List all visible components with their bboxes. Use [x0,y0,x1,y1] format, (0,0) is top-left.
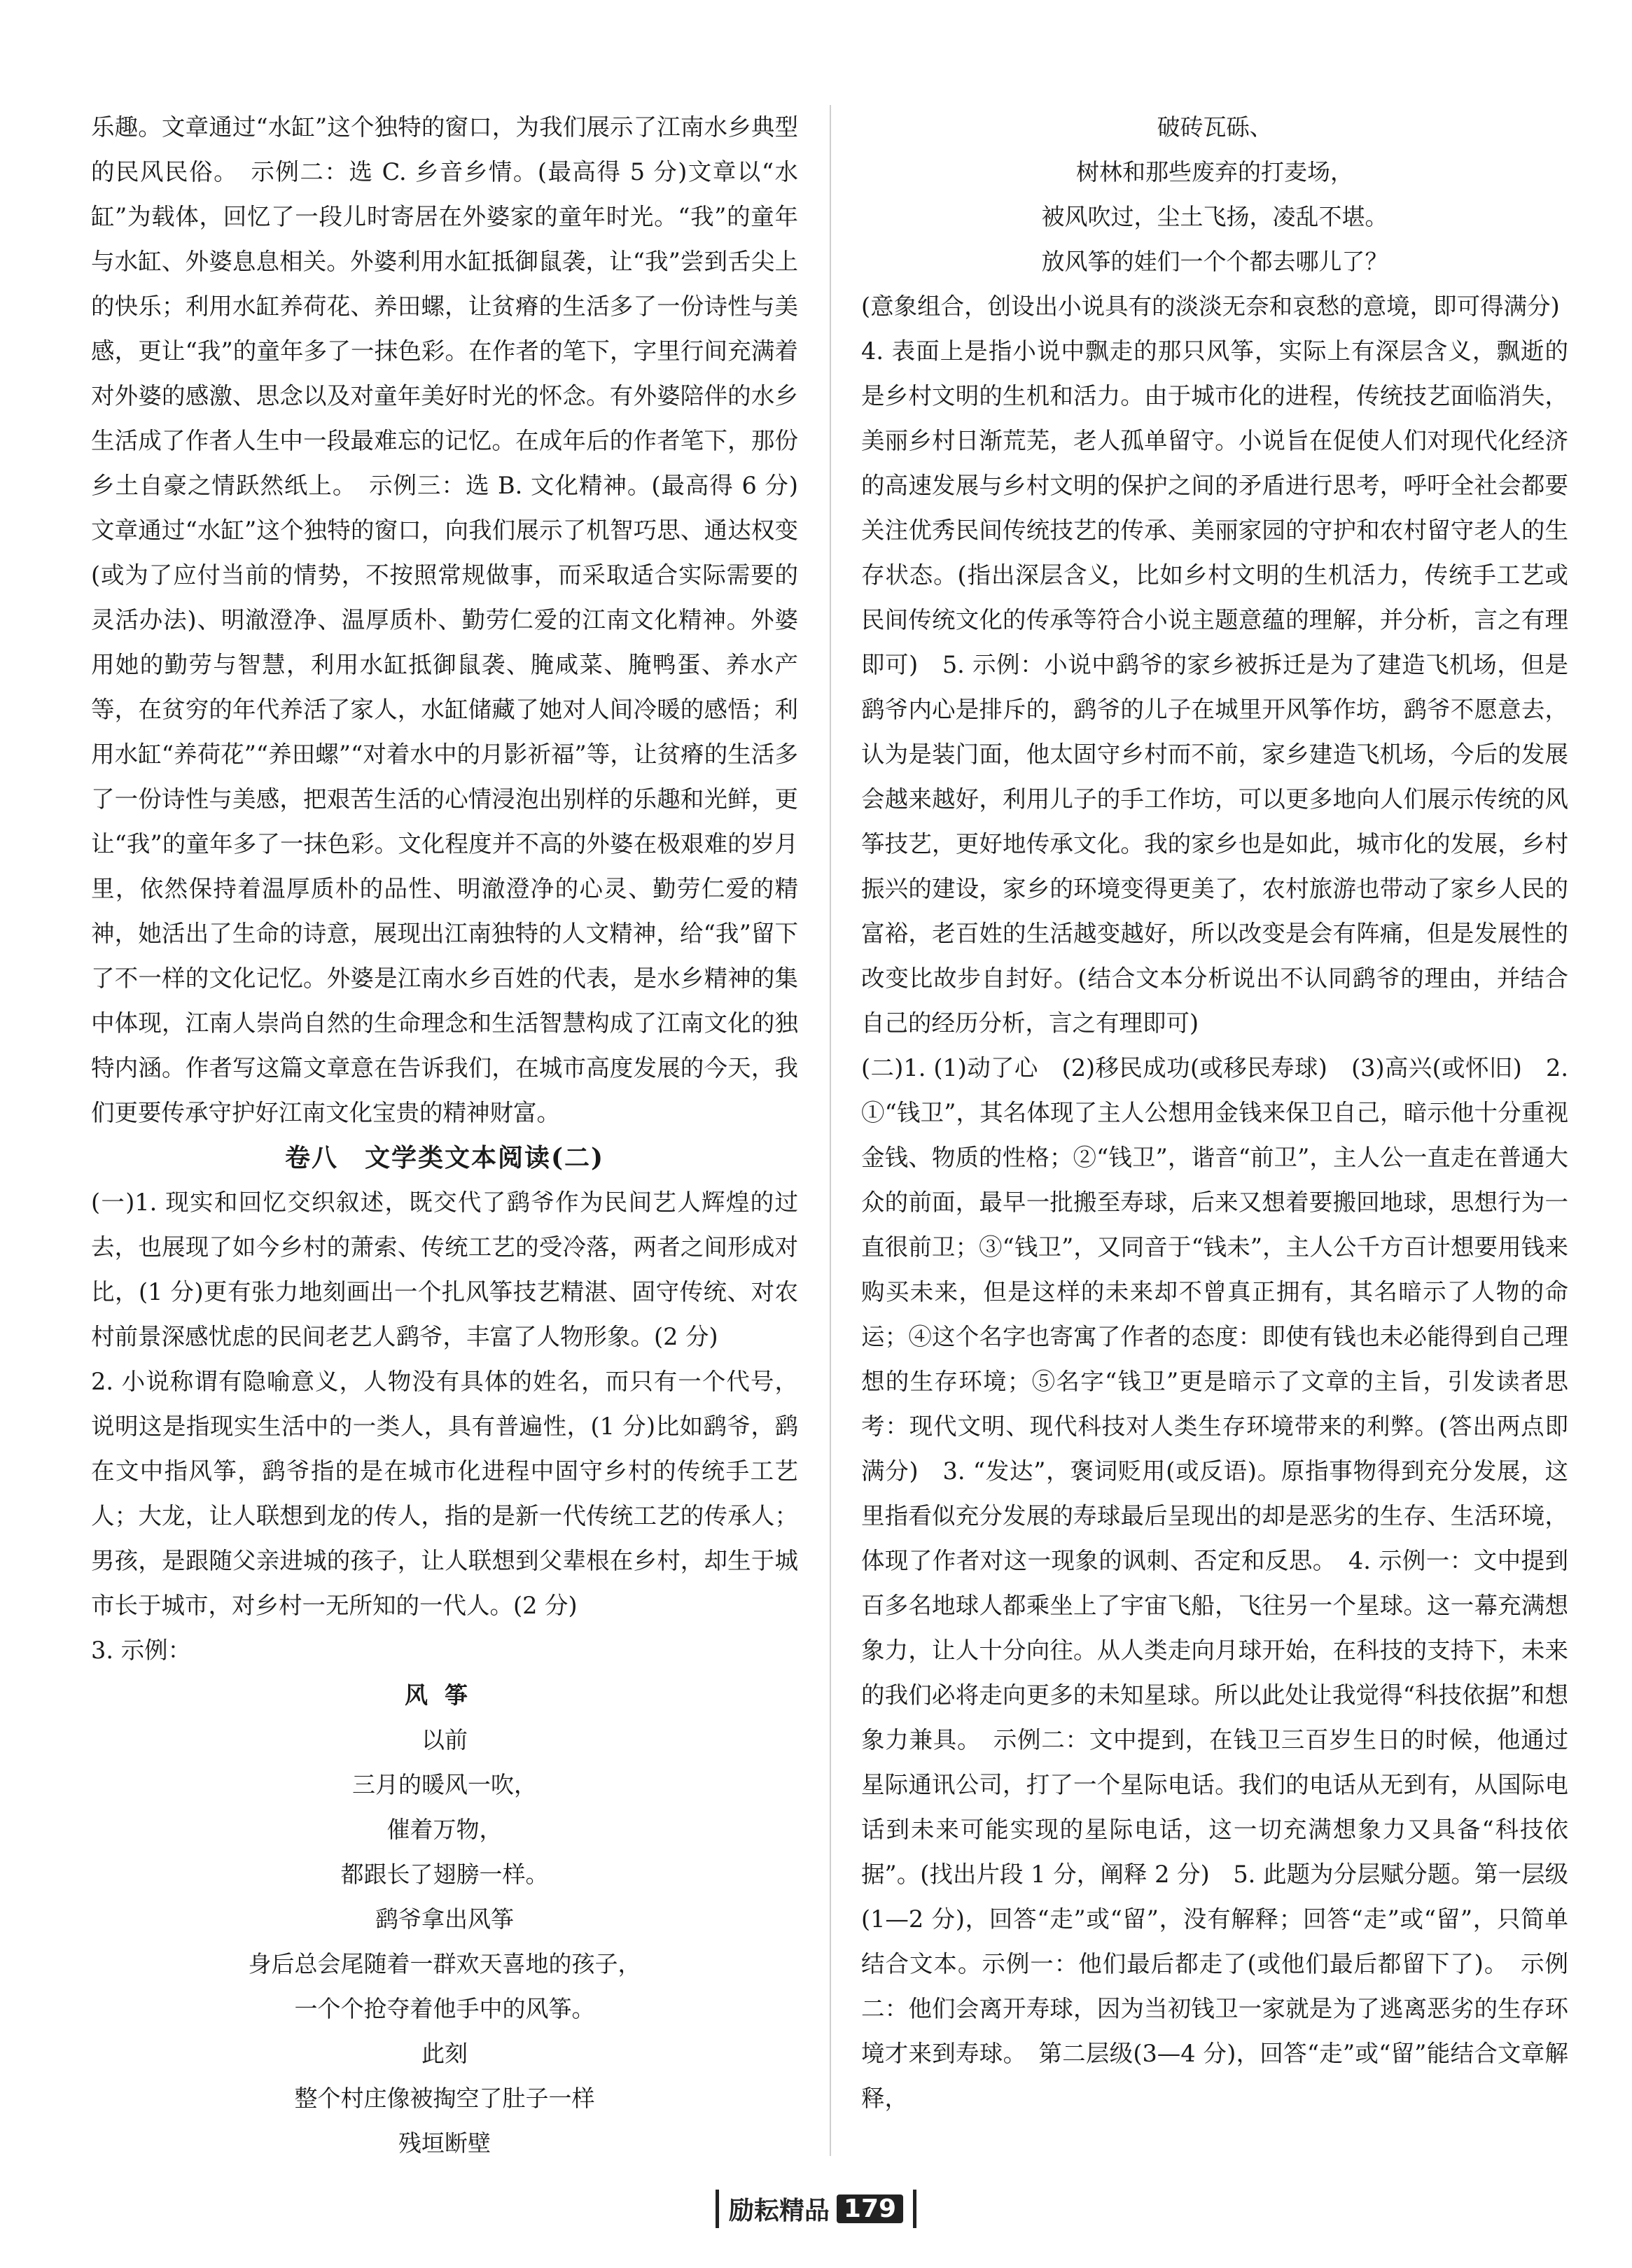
page-footer [0,2184,1632,2233]
poem-line: 催着万物， [386,1816,503,1843]
answer-q2: 2. 小说称谓有隐喻意义，人物没有具体的姓名，而只有一个代号，说明这是指现实生活中的一类人，具有普遍性，(1 分)比如鹞爷，鹞在文中指风筝，鹞爷指的是在城市化进程中固守乡村的传统手工艺人；大龙，让人联想到龙的传人，指的是新一代传统工艺的传承人；男孩，是跟随父亲进城的孩子，让人联想到父辈根在乡村，却生于城市长于城市，对乡村一无所知的一代人。(2 分) [91,1368,798,1619]
poem-kite [91,1673,798,2156]
left-column [91,105,798,2156]
poem-kite-continued [861,105,1568,284]
answer-part-one-q1: (一)1. 现实和回忆交织叙述，既交代了鹞爷作为民间艺人辉煌的过去，也展现了如今乡村的萧索、传统工艺的受冷落，两者之间形成对比，(1 分)更有张力地刻画出一个扎风筝技艺精湛、固守传统、对农村前景深感忧虑的民间老艺人鹞爷，丰富了人物形象。(2 分) [91,1189,798,1350]
poem-line: 一个个抢夺着他手中的风筝。 [294,1995,595,2022]
poem-line: 三月的暖风一吹， [352,1771,537,1798]
poem-line: 残垣断壁 [398,2129,491,2156]
poem-line: 树林和那些废弃的打麦场， [1076,158,1353,186]
section-heading: 卷八 文学类文本阅读(二) [284,1143,605,1172]
right-column [861,105,1568,2156]
brand-name: 励耘精品 [728,2196,830,2225]
poem-line: 放风筝的娃们一个个都去哪儿了？ [1041,248,1388,275]
poem-line: 整个村庄像被掏空了肚子一样 [294,2085,595,2112]
poem-line: 以前 [421,1726,468,1754]
poem-line: 此刻 [421,2040,468,2067]
poem-line: 都跟长了翅膀一样。 [340,1861,549,1888]
column-divider [830,105,831,2156]
poem-line: 身后总会尾随着一群欢天喜地的孩子， [248,1950,641,1977]
answer-q4-q5: 4. 表面上是指小说中飘走的那只风筝，实际上有深层含义，飘逝的是乡村文明的生机和活力。由于城市化的进程，传统技艺面临消失，美丽乡村日渐荒芜，老人孤单留守。小说旨在促使人们对现代化经济的高速发展与乡村文明的保护之间的矛盾进行思考，呼吁全社会都要关注优秀民间传统技艺的传承、美丽家园的守护和农村留守老人的生存状态。(指出深层含义，比如乡村文明的生机活力，传统手工艺或民间传统文化的传承等符合小说主题意蕴的理解，并分析，言之有理即可) 5. 示例：小说中鹞爷的家乡被拆迁是为了建造飞机场，但是鹞爷内心是排斥的，鹞爷的儿子在城里开风筝作坊，鹞爷不愿意去，认为是装门面，他太固守乡村而不前，家乡建造飞机场，今后的发展会越来越好，利用儿子的手工作坊，可以更多地向人们展示传统的风筝技艺，更好地传承文化。我的家乡也是如此，城市化的发展，乡村振兴的建设，家乡的环境变得更美了，农村旅游也带动了家乡人民的富裕，老百姓的生活越变越好，所以改变是会有阵痛，但是发展性的改变比故步自封好。(结合文本分析说出不认同鹞爷的理由，并结合自己的经历分析，言之有理即可) [861,337,1568,1037]
answer-q3-label: 3. 示例： [91,1637,192,1664]
answer-paragraph-water-vat: 乐趣。文章通过“水缸”这个独特的窗口，为我们展示了江南水乡典型的民风民俗。 示例二：选 C. 乡音乡情。(最高得 5 分)文章以“水缸”为载体，回忆了一段儿时寄居在外婆家的童年时光。“我”的童年与水缸、外婆息息相关。外婆利用水缸抵御鼠袭，让“我”尝到舌尖上的快乐；利用水缸养荷花、养田螺，让贫瘠的生活多了一份诗性与美感，更让“我”的童年多了一抹色彩。在作者的笔下，字里行间充满着对外婆的感激、思念以及对童年美好时光的怀念。有外婆陪伴的水乡生活成了作者人生中一段最难忘的记忆。在成年后的作者笔下，那份乡土自豪之情跃然纸上。 示例三：选 B. 文化精神。(最高得 6 分)文章通过“水缸”这个独特的窗口，向我们展示了机智巧思、通达权变(或为了应付当前的情势，不按照常规做事，而采取适合实际需要的灵活办法)、明澈澄净、温厚质朴、勤劳仁爱的江南文化精神。外婆用她的勤劳与智慧，利用水缸抵御鼠袭、腌咸菜、腌鸭蛋、养水产等，在贫穷的年代养活了家人，水缸储藏了她对人间冷暖的感悟；利用水缸“养荷花”“养田螺”“对着水中的月影祈福”等，让贫瘠的生活多了一份诗性与美感，把艰苦生活的心情浸泡出别样的乐趣和光鲜，更让“我”的童年多了一抹色彩。文化程度并不高的外婆在极艰难的岁月里，依然保持着温厚质朴的品性、明澈澄净的心灵、勤劳仁爱的精神，她活出了生命的诗意，展现出江南独特的人文精神，给“我”留下了不一样的文化记忆。外婆是江南水乡百姓的代表，是水乡精神的集中体现，江南人崇尚自然的生命理念和生活智慧构成了江南文化的独特内涵。作者写这篇文章意在告诉我们，在城市高度发展的今天，我们更要传承守护好江南文化宝贵的精神财富。 [91,113,798,1126]
page-number: 179 [837,2194,903,2223]
answer-part-two: (二)1. (1)动了心 (2)移民成功(或移民寿球) (3)高兴(或怀旧) 2. ①“钱卫”，其名体现了主人公想用金钱来保卫自己，暗示他十分重视金钱、物质的性格；②“钱卫”，谐音“前卫”，主人公一直走在普通大众的前面，最早一批搬至寿球，后来又想着要搬回地球，思想行为一直很前卫；③“钱卫”，又同音于“钱未”，主人公千方百计想要用钱来购买未来，但是这样的未来却不曾真正拥有，其名暗示了人物的命运；④这个名字也寄寓了作者的态度：即使有钱也未必能得到自己理想的生存环境；⑤名字“钱卫”更是暗示了文章的主旨，引发读者思考：现代文明、现代科技对人类生存环境带来的利弊。(答出两点即满分) 3. “发达”，褒词贬用(或反语)。原指事物得到充分发展，这里指看似充分发展的寿球最后呈现出的却是恶劣的生存、生活环境，体现了作者对这一现象的讽刺、否定和反思。 4. 示例一：文中提到百多名地球人都乘坐上了宇宙飞船，飞往另一个星球。这一幕充满想象力，让人十分向往。从人类走向月球开始，在科技的支持下，未来的我们必将走向更多的未知星球。所以此处让我觉得“科技依据”和想象力兼具。 示例二：文中提到，在钱卫三百岁生日的时候，他通过星际通讯公司，打了一个星际电话。我们的电话从无到有，从国际电话到未来可能实现的星际电话，这一切充满想象力又具备“科技依据”。(找出片段 1 分，阐释 2 分) 5. 此题为分层赋分题。第一层级(1—2 分)，回答“走”或“留”，没有解释；回答“走”或“留”，只简单结合文本。示例一：他们最后都走了(或他们最后都留下了)。 示例二：他们会离开寿球，因为当初钱卫一家就是为了逃离恶劣的生存环境才来到寿球。 第二层级(3—4 分)，回答“走”或“留”能结合文章解释， [861,1054,1568,2112]
poem-title: 风筝 [405,1681,484,1709]
answer-q3-note: (意象组合，创设出小说具有的淡淡无奈和哀愁的意境，即可得满分) [861,293,1560,320]
poem-line: 被风吹过，尘土飞扬，凌乱不堪。 [1041,203,1388,230]
poem-line: 鹞爷拿出风筝 [375,1905,514,1933]
brand-logo [716,2190,916,2228]
poem-line: 破砖瓦砾、 [1157,113,1273,141]
